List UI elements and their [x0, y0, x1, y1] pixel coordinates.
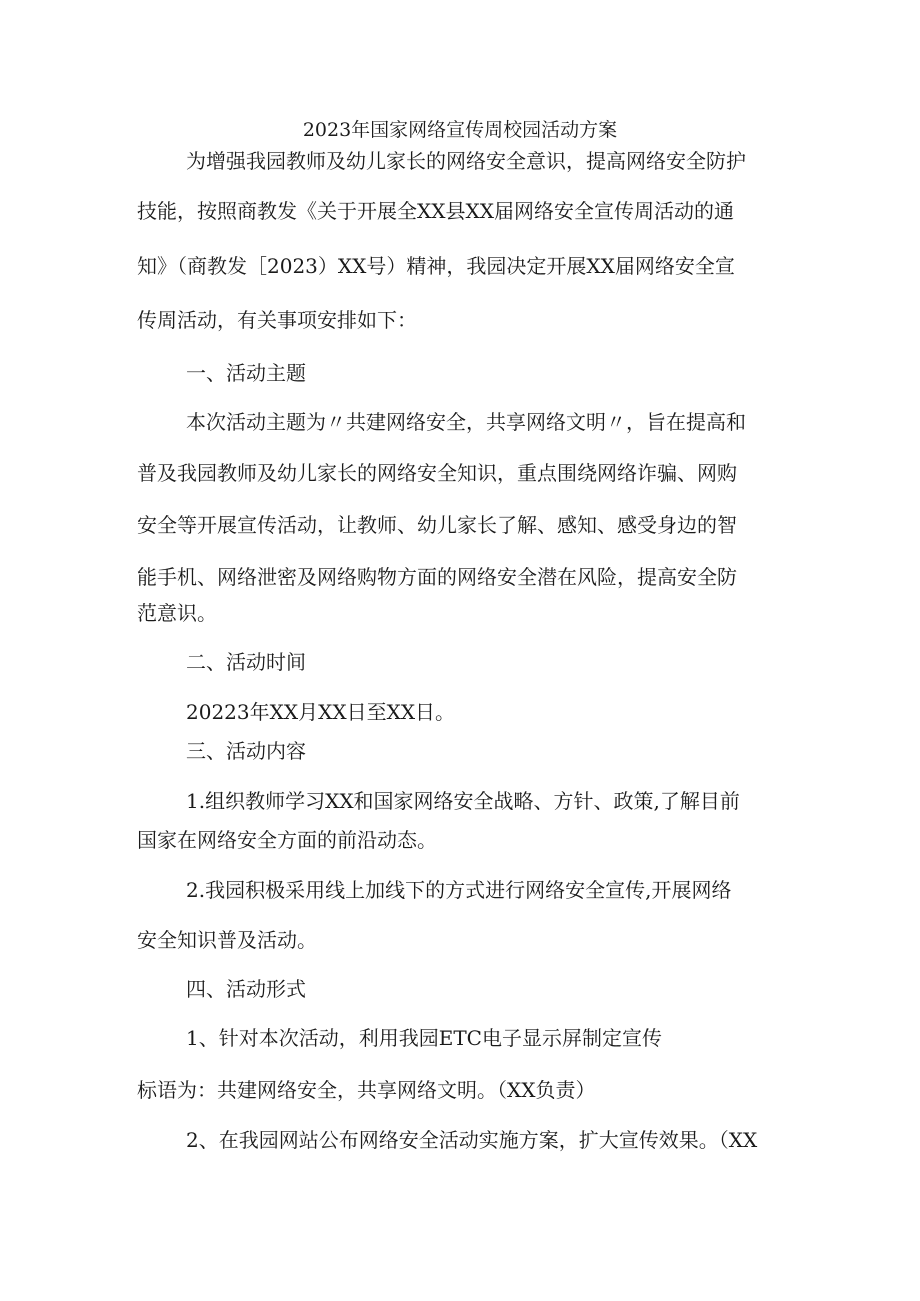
- content-item-2-line-2: 安全知识普及活动。: [137, 928, 317, 952]
- theme-line-3: 安全等开展宣传活动，让教师、幼儿家长了解、感知、感受身边的智: [137, 513, 737, 537]
- intro-line-4: 传周活动，有关事项安排如下：: [137, 308, 417, 332]
- theme-line-5: 范意识。: [137, 601, 217, 625]
- intro-line-3: 知》（商教发［2023）XX号）精神，我园决定开展XX届网络安全宣: [137, 254, 735, 278]
- time-line: 20223年XX月XX日至XX日。: [186, 700, 456, 724]
- section-heading-form: 四、活动形式: [186, 977, 306, 1001]
- content-item-1-line-1: 1.组织教师学习XX和国家网络安全战略、方针、政策,了解目前: [186, 789, 740, 813]
- section-heading-content: 三、活动内容: [186, 739, 306, 763]
- theme-line-2: 普及我园教师及幼儿家长的网络安全知识，重点围绕网络诈骗、网购: [137, 461, 737, 485]
- content-item-1-line-2: 国家在网络安全方面的前沿动态。: [137, 828, 437, 852]
- intro-line-2: 技能，按照商教发《关于开展全XX县XX届网络安全宣传周活动的通: [137, 199, 734, 223]
- section-heading-theme: 一、活动主题: [186, 361, 306, 385]
- form-item-1-line-1: 1、针对本次活动，利用我园ETC电子显示屏制定宣传: [186, 1026, 662, 1050]
- content-item-2-line-1: 2.我园积极采用线上加线下的方式进行网络安全宣传,开展网络: [186, 878, 732, 902]
- section-heading-time: 二、活动时间: [186, 650, 306, 674]
- theme-line-1: 本次活动主题为〃共建网络安全，共享网络文明〃，旨在提高和: [186, 410, 746, 434]
- theme-line-4: 能手机、网络泄密及网络购物方面的网络安全潜在风险，提高安全防: [137, 565, 737, 589]
- document-title: 2023年国家网络宣传周校园活动方案: [302, 119, 618, 141]
- intro-line-1: 为增强我园教师及幼儿家长的网络安全意识，提高网络安全防护: [186, 149, 746, 173]
- form-item-2-line-1: 2、在我园网站公布网络安全活动实施方案，扩大宣传效果。（XX: [186, 1128, 758, 1152]
- form-item-1-line-2: 标语为：共建网络安全，共享网络文明。（XX负责）: [137, 1078, 596, 1102]
